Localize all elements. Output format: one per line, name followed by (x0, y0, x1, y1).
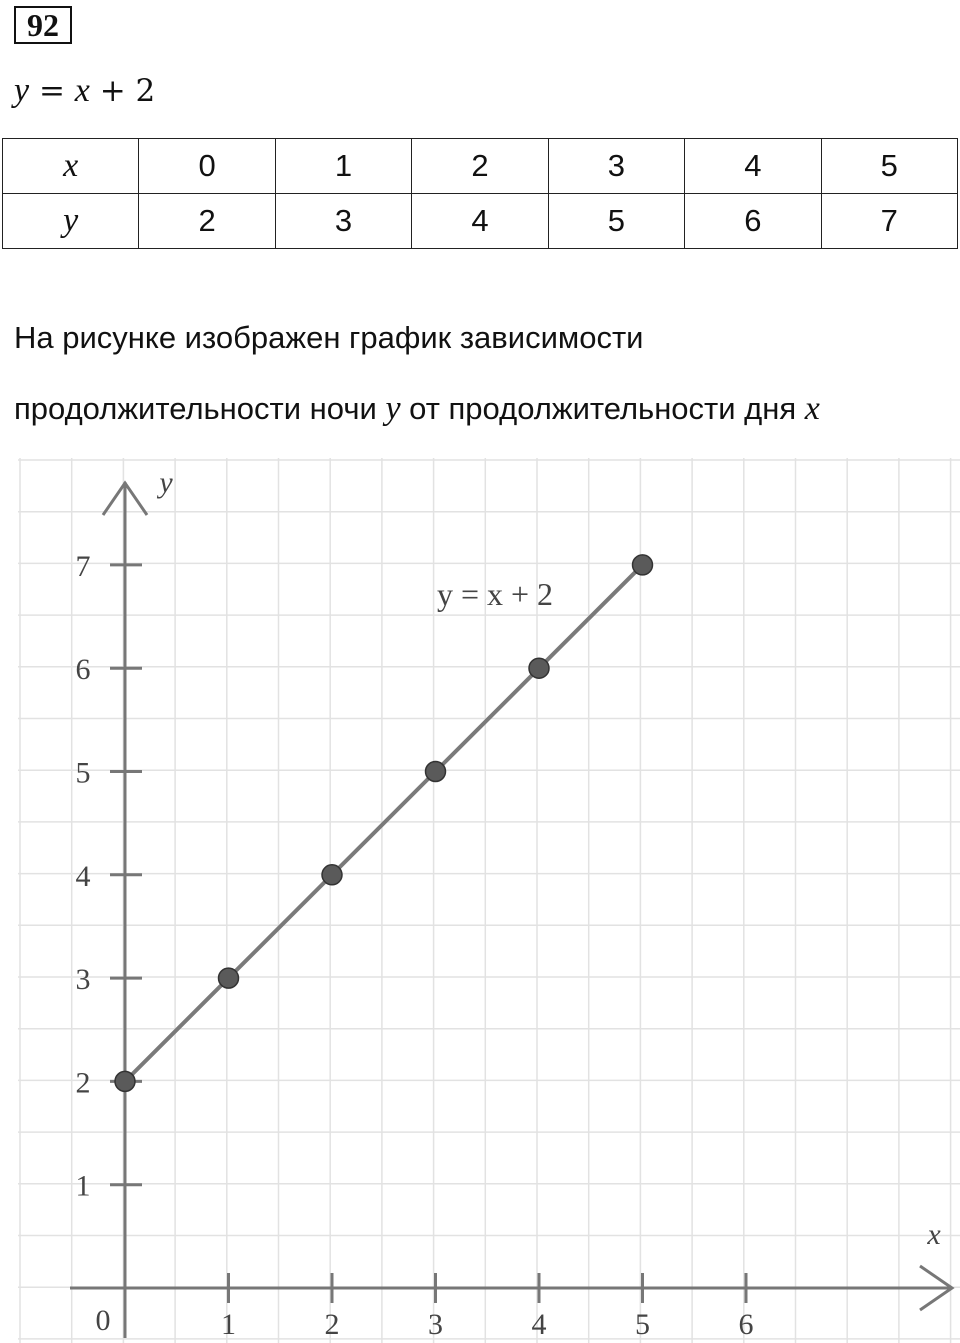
description-text: от продолжительности дня (400, 391, 805, 426)
table-cell: 2 (139, 194, 275, 249)
y-axis-label: y (159, 466, 173, 499)
y-tick-label: 5 (75, 756, 91, 790)
values-table (2, 138, 958, 249)
formula-y: y (14, 72, 30, 109)
x-tick-label: 3 (428, 1308, 443, 1341)
description-line-1: На рисунке изображен график зависимости (14, 320, 644, 355)
y-tick-label: 6 (75, 653, 91, 687)
series-line-label: y = x + 2 (436, 576, 554, 612)
x-tick-label: 2 (324, 1308, 340, 1341)
description-var-x: x (804, 390, 820, 427)
description-text: продолжительности ночи (14, 391, 386, 426)
series-line (125, 565, 643, 1082)
table-head-y: y (3, 194, 139, 249)
data-point (633, 555, 653, 575)
description-line-2 (14, 390, 820, 428)
task-number: 92 (14, 6, 72, 44)
formula-eq: = (29, 73, 75, 109)
table-cell: 2 (412, 139, 548, 194)
table-cell: 5 (548, 194, 684, 249)
formula-rest: + 2 (89, 73, 156, 109)
description-var-y: y (385, 390, 401, 427)
table-cell: 4 (685, 139, 821, 194)
table-cell: 3 (275, 194, 411, 249)
y-tick-label: 7 (75, 549, 91, 583)
data-point (426, 762, 446, 782)
origin-label: 0 (95, 1304, 111, 1337)
formula (14, 72, 155, 110)
data-point (115, 1071, 135, 1091)
chart-ticks (110, 565, 746, 1303)
table-row-y (3, 194, 958, 249)
chart-labels (76, 466, 942, 1341)
y-tick-label: 2 (75, 1066, 91, 1100)
table-cell: 7 (821, 194, 957, 249)
formula-x: x (74, 72, 90, 109)
x-tick-label: 4 (531, 1308, 547, 1341)
x-tick-label: 5 (635, 1308, 650, 1341)
table-cell: 0 (139, 139, 275, 194)
y-tick-label: 4 (75, 859, 91, 893)
y-tick-label: 1 (75, 1169, 91, 1203)
data-point (322, 865, 342, 885)
data-point (219, 968, 239, 988)
x-axis-label: x (927, 1218, 941, 1251)
table-cell: 3 (548, 139, 684, 194)
table-row-x (3, 139, 958, 194)
y-tick-label: 3 (75, 963, 91, 997)
x-tick-label: 1 (221, 1308, 236, 1341)
table-cell: 4 (412, 194, 548, 249)
chart-series (115, 555, 653, 1092)
table-head-x: x (3, 139, 139, 194)
table-cell: 1 (275, 139, 411, 194)
data-point (529, 658, 549, 678)
x-tick-label: 6 (738, 1308, 754, 1341)
line-chart (0, 450, 960, 1343)
table-cell: 6 (685, 194, 821, 249)
table-cell: 5 (821, 139, 957, 194)
